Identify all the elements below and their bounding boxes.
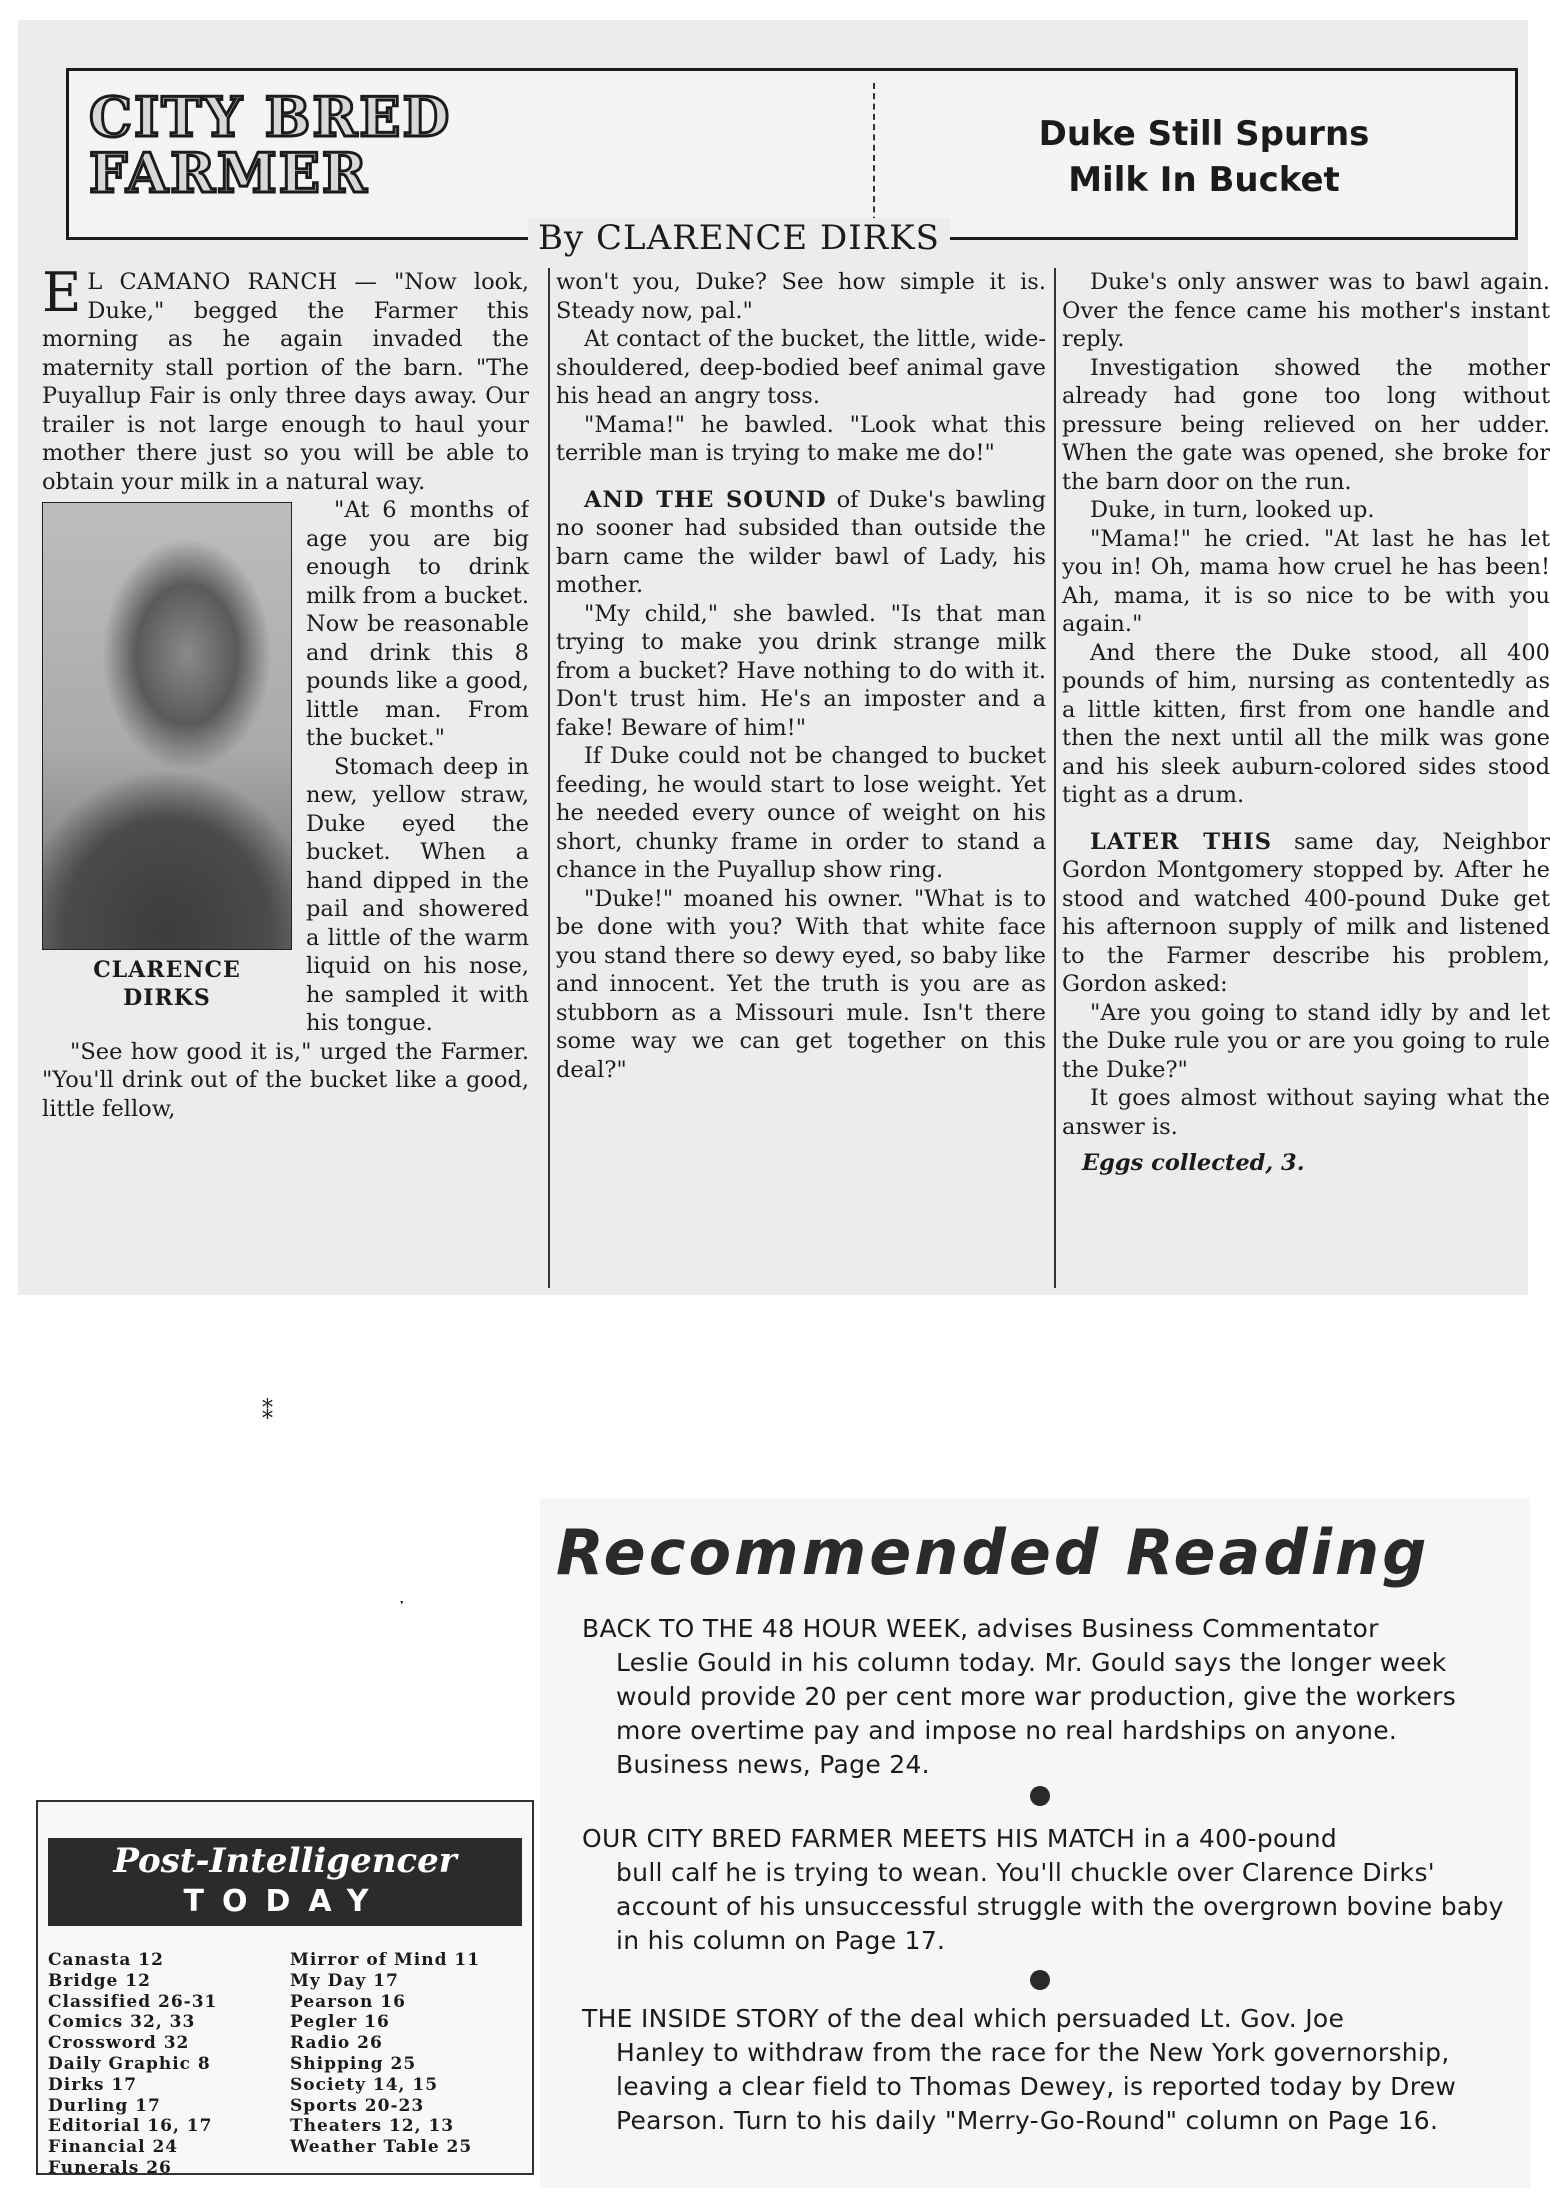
article-paragraph: It goes almost without saying what the answer is. xyxy=(1062,1085,1550,1140)
recommended-reading-box xyxy=(540,1498,1530,2188)
article-paragraph: And there the Duke stood, all 400 pounds of him, nursing as contentedly as a little kitten, first from one handle and then the next until all the milk was gone and his sleek auburn-colored sides stood tight as a drum. xyxy=(1062,639,1550,808)
article-paragraph: If Duke could not be changed to bucket feeding, he would start to lose weight. Yet he needed every ounce of weight on his short, chunky frame in order to stand a chance in the Puyallup show ring. xyxy=(556,743,1046,883)
index-entry: Funerals 26 xyxy=(48,2157,172,2178)
recommended-item-text: Hanley to withdraw from the race for the New York governorship, leaving a clear field to Thomas Dewey, is reported today by Drew Pearson. Turn to his daily "Merry-Go-Round" column on Page 16. xyxy=(616,2038,1457,2135)
index-entry: Mirror of Mind 11 xyxy=(290,1950,481,1970)
eggs-collected-note: Eggs collected, 3. xyxy=(1082,1150,1305,1176)
article-headline xyxy=(954,111,1454,203)
recommended-item-lead: BACK TO THE 48 HOUR WEEK, advises Business Commentator xyxy=(582,1614,1379,1643)
page-speck: ⁑ xyxy=(262,1400,273,1425)
article-paragraph xyxy=(556,486,1046,600)
index-entry: Classified 26-31 xyxy=(48,1991,218,2012)
bullet-separator xyxy=(1030,1786,1050,1806)
index-list-right xyxy=(290,1950,480,2158)
recommended-reading-title: Recommended Reading xyxy=(556,1516,1430,1589)
newspaper-name: Post-Intelligencer xyxy=(113,1841,457,1881)
photo-caption xyxy=(42,950,292,1012)
article-column-1 xyxy=(42,268,529,1288)
column-clipping xyxy=(18,20,1550,1295)
article-paragraph: "See how good it is," urged the Farmer. "You'll drink out of the bucket like a good, little fellow, xyxy=(42,1038,529,1122)
paragraph-text: of Duke's bawling no sooner had subsided than outside the barn came the wilder bawl of Lady, his mother. xyxy=(556,486,1046,598)
bullet-separator xyxy=(1030,1970,1050,1990)
index-entry: Daily Graphic 8 xyxy=(48,2053,211,2074)
article-paragraph: "Duke!" moaned his owner. "What is to be done with you? With that white face you stand there so dewy eyed, so baby like and innocent. Yet the truth is you are as stubborn as a Missouri mule. Isn't there some way we can get together on this deal?" xyxy=(556,885,1046,1083)
index-entry: Society 14, 15 xyxy=(290,2074,439,2095)
recommended-item xyxy=(582,2002,1512,2138)
article-paragraph: Duke, in turn, looked up. xyxy=(1090,497,1375,523)
recommended-item xyxy=(582,1612,1512,1782)
index-entry: Shipping 25 xyxy=(290,2053,417,2074)
article-paragraph xyxy=(42,268,529,496)
photo-caption-line-1: CLARENCE xyxy=(93,957,241,983)
index-entry: Theaters 12, 13 xyxy=(290,2116,455,2137)
index-entry: My Day 17 xyxy=(290,1970,399,1991)
article-paragraph: "Mama!" he bawled. "Look what this terrible man is trying to make me do!" xyxy=(556,411,1046,466)
article-paragraph: Stomach deep in new, yellow straw, Duke eyed the bucket. When a hand dipped in the pail and showered a little of the warm liquid on his nose, he sampled it with his tongue. xyxy=(306,753,529,1036)
index-entry: Comics 32, 33 xyxy=(48,2012,196,2033)
index-entry: Canasta 12 xyxy=(48,1950,164,1970)
recommended-item-lead: OUR CITY BRED FARMER MEETS HIS MATCH in a 400-pound xyxy=(582,1824,1338,1853)
headline-line-2: Milk In Bucket xyxy=(1068,160,1340,200)
article-column-2 xyxy=(548,268,1046,1288)
article-paragraph: won't you, Duke? See how simple it is. Steady now, pal." xyxy=(556,269,1046,324)
article-paragraph: Investigation showed the mother already had gone too long without pressure being relieved on her udder. When the gate was opened, she broke for the barn door on the run. xyxy=(1062,354,1550,495)
index-entry: Bridge 12 xyxy=(48,1970,151,1991)
column-title-line-1: CITY BRED xyxy=(89,85,452,149)
index-list-left xyxy=(48,1950,217,2179)
paragraph-text: same day, Neighbor Gordon Montgomery stopped by. After he stood and watched 400-pound Duke get his afternoon supply of milk and listened to the Farmer describe his problem, Gordon asked: xyxy=(1062,828,1550,997)
index-entry: Dirks 17 xyxy=(48,2074,138,2095)
photo-caption-line-2: DIRKS xyxy=(123,985,211,1011)
index-entry: Durling 17 xyxy=(48,2095,161,2116)
author-photo-block xyxy=(42,502,292,1012)
drop-cap: E xyxy=(42,268,82,324)
today-label: TODAY xyxy=(183,1884,387,1919)
column-header xyxy=(66,68,1518,240)
article-paragraph xyxy=(1062,828,1550,999)
recommended-item-lead: THE INSIDE STORY of the deal which persuaded Lt. Gov. Joe xyxy=(582,2004,1345,2033)
index-entry: Sports 20-23 xyxy=(290,2095,425,2116)
article-paragraph: At contact of the bucket, the little, wide-shouldered, deep-bodied beef animal gave his head an angry toss. xyxy=(556,326,1046,409)
page-speck: ˑ xyxy=(398,1592,406,1617)
article-paragraph: Duke's only answer was to bawl again. Over the fence came his mother's instant reply. xyxy=(1062,269,1550,352)
recommended-item-text: Leslie Gould in his column today. Mr. Gould says the longer week would provide 20 per cent more war production, give the workers more overtime pay and impose no real hardships on anyone. Business news, Page 24. xyxy=(616,1648,1457,1779)
header-divider xyxy=(873,83,875,233)
index-entry: Pegler 16 xyxy=(290,2012,390,2033)
article-paragraph: "Mama!" he cried. "At last he has let you in! Oh, mama how cruel he has been! Ah, mama, it is so nice to be with you again." xyxy=(1062,525,1550,637)
byline: By CLARENCE DIRKS xyxy=(528,218,950,258)
index-entry: Weather Table 25 xyxy=(290,2137,473,2158)
index-entry: Crossword 32 xyxy=(48,2033,190,2054)
dateline-paragraph: L CAMANO RANCH — "Now look, Duke," begged the Farmer this morning as he again invaded the maternity stall portion of the barn. "The Puyallup Fair is only three days away. Our trailer is not large enough to haul your mother there just so you will be able to obtain your milk in a natural way. xyxy=(42,269,529,495)
article-column-3 xyxy=(1054,268,1550,1288)
section-lead-in: LATER THIS xyxy=(1090,828,1273,855)
column-title xyxy=(89,85,452,205)
column-title-line-2: FARMER xyxy=(89,141,369,205)
author-photo xyxy=(42,502,292,950)
index-entry: Financial 24 xyxy=(48,2137,179,2158)
section-lead-in: AND THE SOUND xyxy=(584,486,827,513)
recommended-item xyxy=(582,1822,1512,1958)
article-paragraph: "At 6 months of age you are big enough to drink milk from a bucket. Now be reasonable and drink this 8 pounds like a good, little man. From the bucket." xyxy=(306,497,529,751)
index-entry: Pearson 16 xyxy=(290,1991,406,2012)
article-paragraph: "Are you going to stand idly by and let the Duke rule you or are you going to rule the Duke?" xyxy=(1062,999,1550,1083)
index-box xyxy=(36,1800,534,2178)
index-banner xyxy=(48,1838,522,1926)
index-entry: Editorial 16, 17 xyxy=(48,2116,213,2137)
headline-line-1: Duke Still Spurns xyxy=(1038,114,1370,154)
index-entry: Radio 26 xyxy=(290,2033,383,2054)
recommended-item-text: bull calf he is trying to wean. You'll chuckle over Clarence Dirks' account of his unsuccessful struggle with the overgrown bovine baby in his column on Page 17. xyxy=(616,1858,1504,1955)
article-paragraph: "My child," she bawled. "Is that man trying to make you drink strange milk from a bucket? Have nothing to do with it. Don't trust him. He's an imposter and a fake! Beware of him!" xyxy=(556,600,1046,741)
